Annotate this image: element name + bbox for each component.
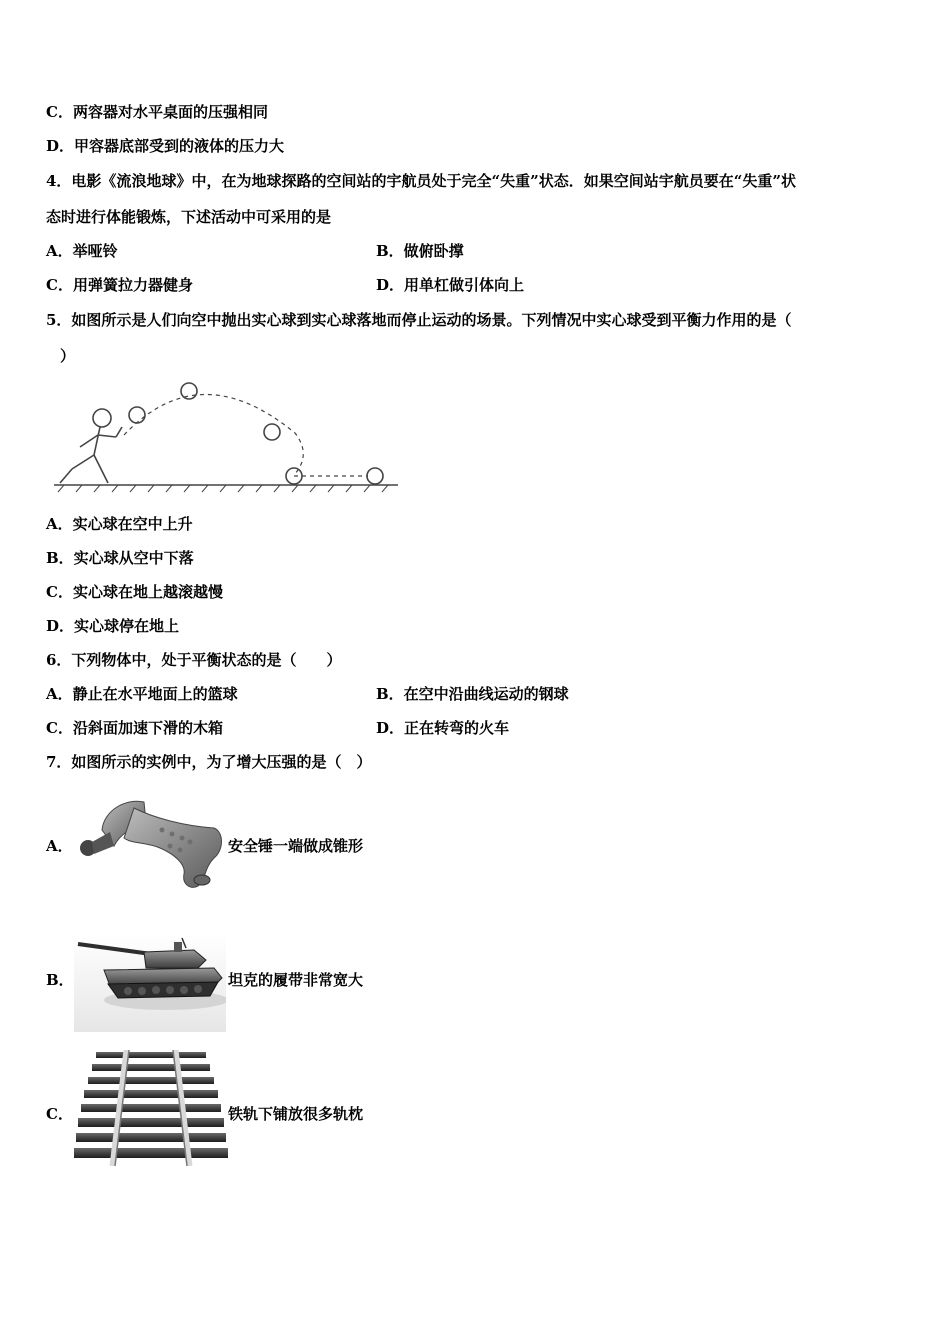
thrower-figure xyxy=(60,409,122,483)
ball-rising xyxy=(181,383,197,399)
shot-put-trajectory-figure xyxy=(50,375,402,497)
q7-option-c-text: 铁轨下铺放很多轨枕 xyxy=(228,1105,364,1123)
q6-option-d: D．正在转弯的火车 xyxy=(376,719,510,737)
q7-option-a-label: A． xyxy=(46,837,73,855)
q4-option-d: D．用单杠做引体向上 xyxy=(376,276,525,294)
ball-launch xyxy=(129,407,145,423)
safety-hammer-image xyxy=(74,788,226,892)
q4-option-a: A．举哑铃 xyxy=(46,242,118,260)
tank-image xyxy=(74,934,226,1032)
q6-option-a: A．静止在水平地面上的篮球 xyxy=(46,685,238,703)
q5-stem-line2: ） xyxy=(60,347,76,365)
q4-stem-line2: 态时进行体能锻炼，下述活动中可采用的是 xyxy=(46,208,332,226)
ball-rest xyxy=(367,468,383,484)
q7-option-c-label: C． xyxy=(46,1105,73,1123)
trajectory-path xyxy=(124,394,303,475)
q3-option-d: D．甲容器底部受到的液体的压力大 xyxy=(46,137,285,155)
sleepers xyxy=(74,1052,228,1158)
railway-track-image xyxy=(74,1050,228,1166)
q7-option-b-label: B． xyxy=(46,971,74,989)
ball-falling xyxy=(264,424,280,440)
ground-hatching xyxy=(58,485,388,492)
q7-stem: 7．如图所示的实例中，为了增大压强的是（ ） xyxy=(46,753,372,771)
q5-option-a: A．实心球在空中上升 xyxy=(46,515,193,533)
q7-option-b-text: 坦克的履带非常宽大 xyxy=(228,971,364,989)
q5-stem-line1: 5．如图所示是人们向空中抛出实心球到实心球落地而停止运动的场景。下列情况中实心球受到平衡力作用的是（ xyxy=(46,311,792,329)
q3-option-c: C．两容器对水平桌面的压强相同 xyxy=(46,103,268,121)
q4-option-c: C．用弹簧拉力器健身 xyxy=(46,276,193,294)
q5-option-d: D．实心球停在地上 xyxy=(46,617,180,635)
q7-option-a-text: 安全锤一端做成锥形 xyxy=(228,837,364,855)
q5-option-c: C．实心球在地上越滚越慢 xyxy=(46,583,223,601)
q6-option-b: B．在空中沿曲线运动的钢球 xyxy=(376,685,569,703)
q6-stem: 6．下列物体中，处于平衡状态的是（ ） xyxy=(46,651,342,669)
q4-option-b: B．做俯卧撑 xyxy=(376,242,464,260)
q4-stem-line1: 4．电影《流浪地球》中，在为地球探路的空间站的宇航员处于完全“失重”状态．如果空间站宇航员要在“失重”状 xyxy=(46,172,796,190)
q6-option-c: C．沿斜面加速下滑的木箱 xyxy=(46,719,223,737)
q5-option-b: B．实心球从空中下落 xyxy=(46,549,194,567)
